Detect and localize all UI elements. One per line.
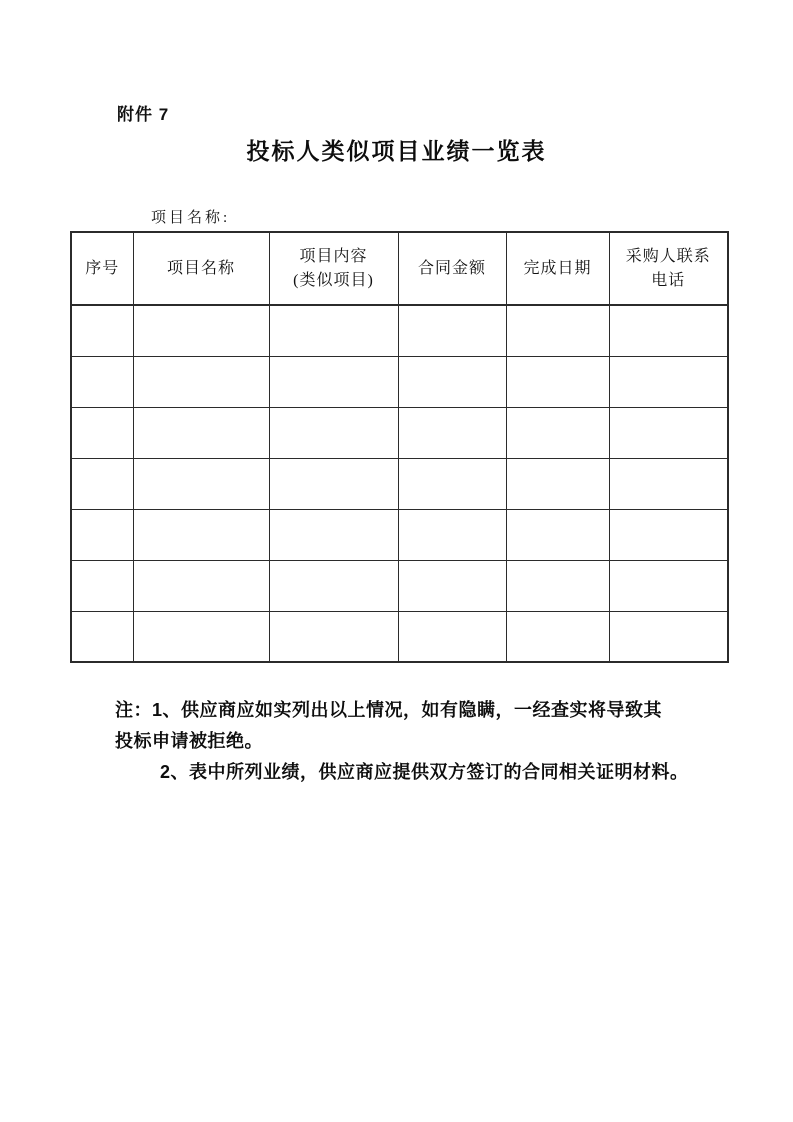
header-line: 项目内容 <box>299 247 368 265</box>
table-body-row <box>71 611 728 662</box>
table-cell <box>609 458 728 509</box>
table-cell <box>398 560 506 611</box>
table-cell <box>71 356 133 407</box>
table-cell <box>269 407 398 458</box>
table-cell <box>71 305 133 356</box>
table-cell <box>133 560 269 611</box>
table-body-row <box>71 356 728 407</box>
col-header-serial-number <box>71 232 133 305</box>
table-cell <box>609 560 728 611</box>
table-cell <box>506 509 609 560</box>
table-cell <box>269 560 398 611</box>
table-cell <box>269 458 398 509</box>
table-cell <box>506 458 609 509</box>
table-cell <box>609 509 728 560</box>
table-cell <box>609 305 728 356</box>
table-cell <box>133 356 269 407</box>
table-cell <box>71 560 133 611</box>
table-body-row <box>71 560 728 611</box>
table-body-row <box>71 509 728 560</box>
table-cell <box>609 407 728 458</box>
note-line-1: 注：1、供应商应如实列出以上情况，如有隐瞒，一经查实将导致其 <box>115 700 663 720</box>
table-body-row <box>71 458 728 509</box>
table-cell <box>609 611 728 662</box>
header-line: 完成日期 <box>523 259 592 277</box>
header-line: 电话 <box>651 271 686 289</box>
table-cell <box>398 407 506 458</box>
table-cell <box>398 611 506 662</box>
table-cell <box>506 611 609 662</box>
table-cell <box>133 509 269 560</box>
header-line: 采购人联系 <box>625 247 711 265</box>
table-body-row <box>71 305 728 356</box>
table-cell <box>133 407 269 458</box>
col-header-purchaser-phone <box>609 232 728 305</box>
table-cell <box>398 509 506 560</box>
project-name-label: 项目名称: <box>151 210 231 226</box>
header-line: 合同金额 <box>417 259 486 277</box>
table-cell <box>269 356 398 407</box>
table-cell <box>506 305 609 356</box>
table-cell <box>269 509 398 560</box>
table-cell <box>269 611 398 662</box>
table-header-row <box>71 232 728 305</box>
table-cell <box>398 356 506 407</box>
table-cell <box>506 356 609 407</box>
performance-table <box>70 231 729 663</box>
table-cell <box>609 356 728 407</box>
table-cell <box>506 560 609 611</box>
table-cell <box>71 407 133 458</box>
header-line: 序号 <box>85 259 120 277</box>
col-header-project-content <box>269 232 398 305</box>
notes-section <box>115 695 705 788</box>
table-body-row <box>71 407 728 458</box>
table-cell <box>71 611 133 662</box>
note-line-3: 2、表中所列业绩，供应商应提供双方签订的合同相关证明材料。 <box>160 762 689 782</box>
table-cell <box>269 305 398 356</box>
table-cell <box>71 509 133 560</box>
attachment-label: 附件 7 <box>117 105 170 124</box>
note-line-2: 投标申请被拒绝。 <box>115 731 263 751</box>
table-cell <box>398 305 506 356</box>
col-header-completion-date <box>506 232 609 305</box>
col-header-contract-amount <box>398 232 506 305</box>
table-cell <box>398 458 506 509</box>
table-cell <box>133 458 269 509</box>
table-cell <box>133 305 269 356</box>
col-header-project-name <box>133 232 269 305</box>
header-line: (类似项目) <box>293 271 374 289</box>
header-line: 项目名称 <box>166 259 235 277</box>
page-title: 投标人类似项目业绩一览表 <box>246 138 547 164</box>
table-cell <box>71 458 133 509</box>
table-cell <box>133 611 269 662</box>
table-cell <box>506 407 609 458</box>
